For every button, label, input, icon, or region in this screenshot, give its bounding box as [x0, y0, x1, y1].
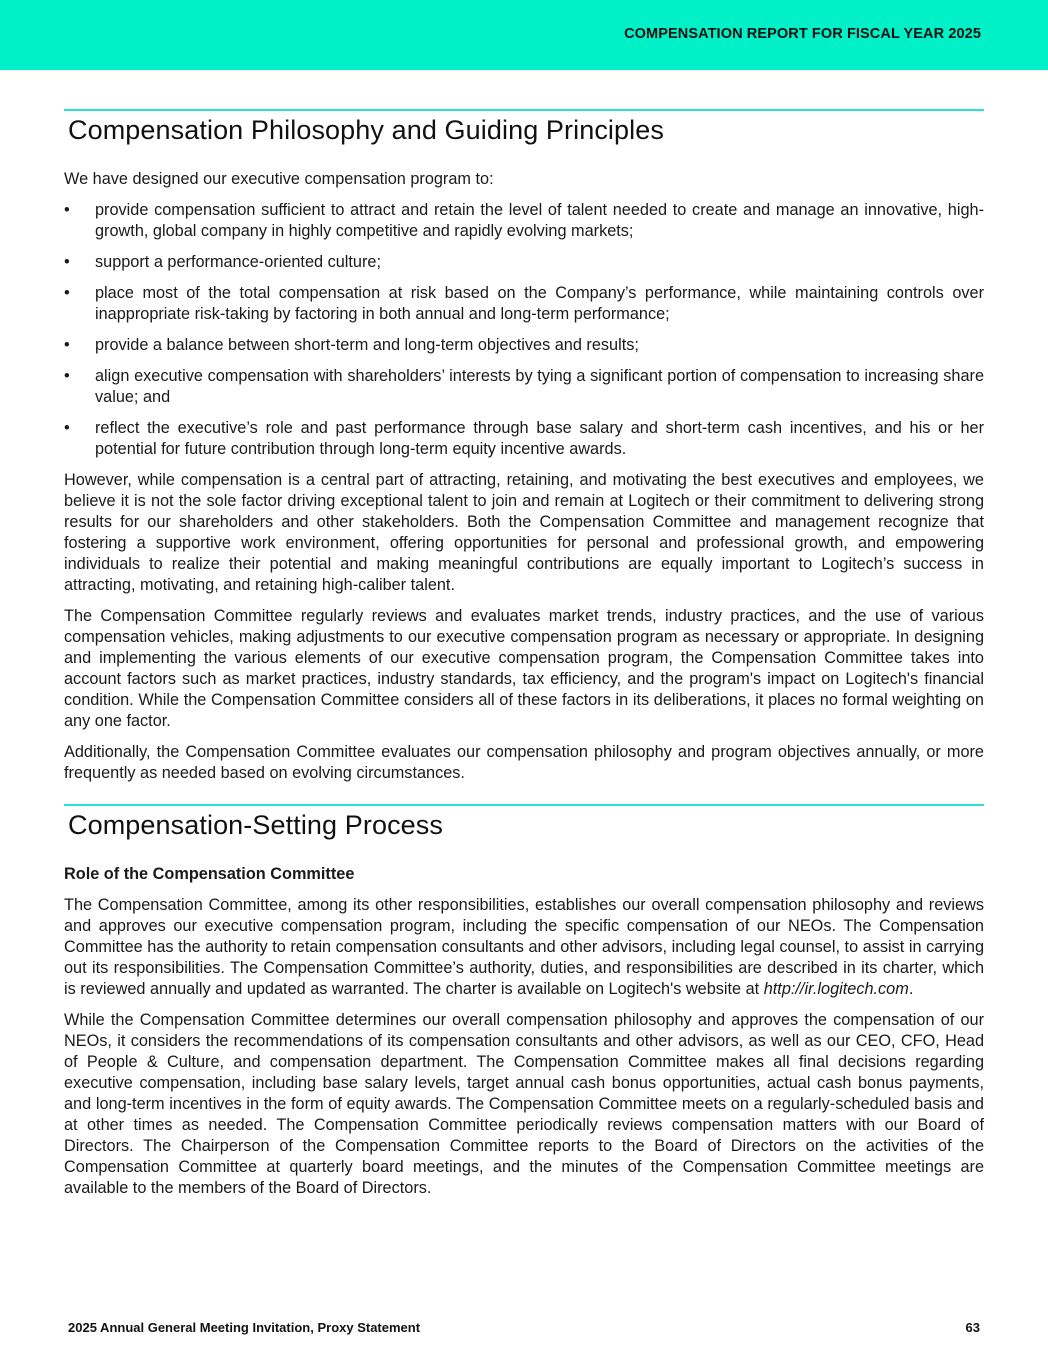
list-item — [64, 366, 984, 408]
list-item-text: support a performance-oriented culture; — [95, 253, 381, 271]
objectives-list — [64, 200, 984, 460]
subheading-role: Role of the Compensation Committee — [64, 865, 355, 883]
list-item-text: place most of the total compensation at risk based on the Company’s performance, while maintaining controls over inappropriate risk-taking by factoring in both annual and long-term performance; — [95, 284, 984, 323]
section-divider — [64, 804, 984, 806]
page-number: 63 — [965, 1320, 980, 1335]
footer-document-name: 2025 Annual General Meeting Invitation, Proxy Statement — [68, 1320, 421, 1335]
paragraph-text: The Compensation Committee, among its other responsibilities, establishes our overall compensation philosophy and reviews and approves our executive compensation program, including the specific compensation of our NEOs. The Compensation Committee has the authority to retain compensation consultants and other advisors, including legal counsel, to assist in carrying out its responsibilities. The Compensation Committee’s authority, duties, and responsibilities are described in its charter, which is reviewed annually and updated as warranted. The charter is available on Logitech's website at — [64, 896, 984, 998]
intro-paragraph: We have designed our executive compensation program to: — [64, 170, 494, 188]
section-title-process: Compensation-Setting Process — [68, 810, 443, 840]
list-item-text: provide compensation sufficient to attract and retain the level of talent needed to create and manage an innovative, high-growth, global company in highly competitive and rapidly evolving markets; — [95, 201, 984, 240]
body-paragraph — [64, 895, 984, 1000]
section-divider — [64, 109, 984, 111]
process-section-body — [64, 864, 984, 1209]
bullet-icon: • — [64, 201, 70, 219]
list-item-text: provide a balance between short-term and long-term objectives and results; — [95, 336, 639, 354]
bullet-icon: • — [64, 419, 70, 437]
bullet-icon: • — [64, 284, 70, 302]
charter-link[interactable]: http://ir.logitech.com — [763, 980, 909, 998]
list-item — [64, 335, 984, 356]
paragraph-end: . — [908, 980, 914, 998]
body-paragraph: Additionally, the Compensation Committee evaluates our compensation philosophy and program objectives annually, or more frequently as needed based on evolving circumstances. — [64, 743, 984, 782]
report-title: COMPENSATION REPORT FOR FISCAL YEAR 2025 — [624, 26, 981, 42]
body-paragraph: However, while compensation is a central part of attracting, retaining, and motivating the best executives and employees, we believe it is not the sole factor driving exceptional talent to join and remain at Logitech or their commitment to delivering strong results for our shareholders and other stakeholders. Both the Compensation Committee and management recognize that fostering a supportive work environment, offering opportunities for personal and professional growth, and empowering individuals to realize their potential and making meaningful contributions are equally important to Logitech’s success in attracting, motivating, and retaining high-caliber talent. — [64, 471, 984, 594]
section-title-philosophy: Compensation Philosophy and Guiding Principles — [68, 115, 664, 145]
bullet-icon: • — [64, 336, 70, 354]
list-item — [64, 200, 984, 242]
list-item — [64, 252, 984, 273]
philosophy-section-body — [64, 169, 984, 794]
bullet-icon: • — [64, 253, 70, 271]
list-item-text: reflect the executive’s role and past performance through base salary and short-term cash incentives, and his or her potential for future contribution through long-term equity incentive awards. — [95, 419, 984, 458]
list-item — [64, 418, 984, 460]
list-item-text: align executive compensation with shareholders’ interests by tying a significant portion of compensation to increasing share value; and — [95, 367, 984, 406]
bullet-icon: • — [64, 367, 70, 385]
body-paragraph: While the Compensation Committee determines our overall compensation philosophy and approves the compensation of our NEOs, it considers the recommendations of its compensation consultants and other advisors, as well as our CEO, CFO, Head of People & Culture, and compensation department. The Compensation Committee makes all final decisions regarding executive compensation, including base salary levels, target annual cash bonus opportunities, actual cash bonus payments, and long-term incentives in the form of equity awards. The Compensation Committee meets on a regularly-scheduled basis and at other times as needed. The Compensation Committee periodically reviews compensation matters with our Board of Directors. The Chairperson of the Compensation Committee reports to the Board of Directors on the activities of the Compensation Committee at quarterly board meetings, and the minutes of the Compensation Committee meetings are available to the members of the Board of Directors. — [64, 1011, 984, 1197]
list-item — [64, 283, 984, 325]
body-paragraph: The Compensation Committee regularly reviews and evaluates market trends, industry practices, and the use of various compensation vehicles, making adjustments to our executive compensation program as necessary or appropriate. In designing and implementing the various elements of our executive compensation program, the Compensation Committee takes into account factors such as market practices, industry standards, tax efficiency, and the program's impact on Logitech's financial condition. While the Compensation Committee considers all of these factors in its deliberations, it places no formal weighting on any one factor. — [64, 607, 984, 730]
